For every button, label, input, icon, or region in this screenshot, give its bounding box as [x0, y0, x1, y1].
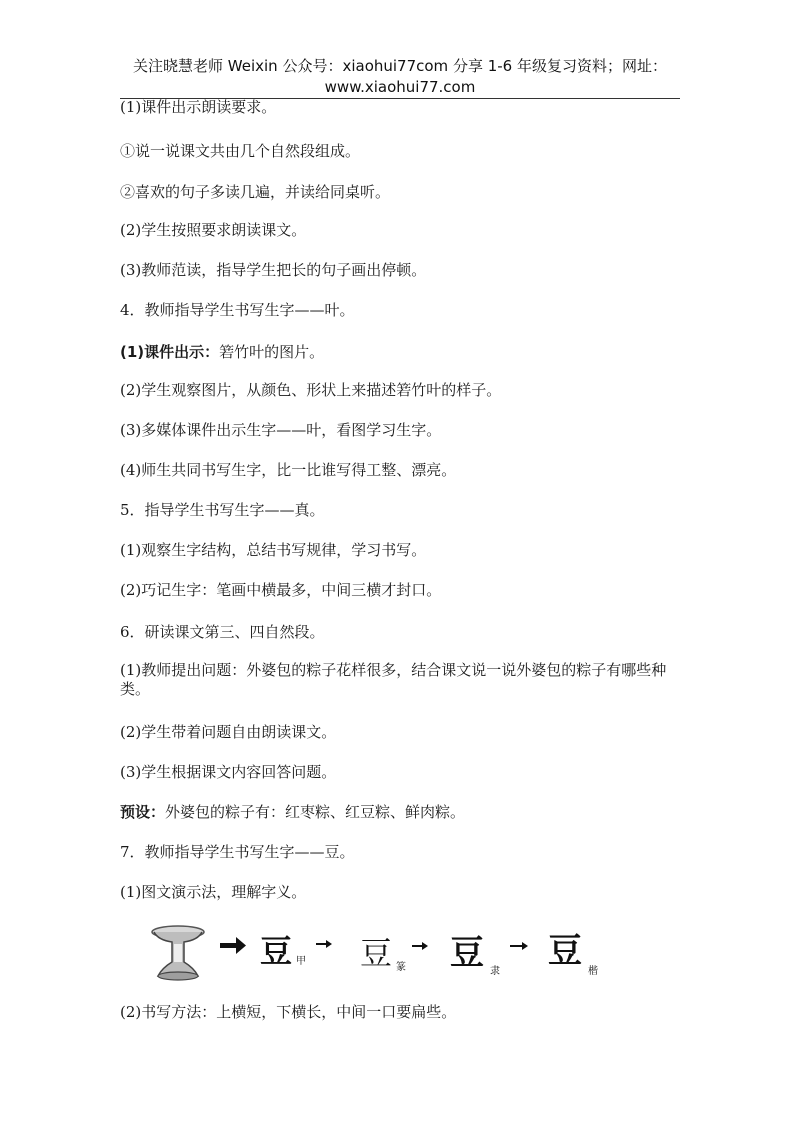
paragraph-text: (2)书写方法：上横短，下横长，中间一口要扁些。	[120, 1003, 457, 1021]
paragraph	[120, 301, 685, 320]
paragraph-text: (1)观察生字结构，总结书写规律，学习书写。	[120, 541, 427, 559]
paragraph	[120, 803, 685, 822]
character-evolution-figure	[150, 918, 670, 984]
script-label-kai: 楷	[588, 966, 598, 977]
dou-glyph-4: 豆	[548, 931, 582, 971]
arrow-icon	[220, 937, 246, 954]
page-header	[120, 56, 680, 98]
paragraph-text: (3)学生根据课文内容回答问题。	[120, 763, 337, 781]
paragraph	[120, 1003, 685, 1022]
dou-glyph-1: 豆	[260, 932, 293, 970]
script-label-jia: 甲	[296, 956, 306, 967]
paragraph-text: 7．教师指导学生书写生字——豆。	[120, 843, 355, 861]
paragraph	[120, 142, 685, 161]
paragraph-text: 5．指导学生书写生字——真。	[120, 501, 325, 519]
paragraph-text: (4)师生共同书写生字，比一比谁写得工整、漂亮。	[120, 461, 457, 479]
header-line-1: 关注晓慧老师 Weixin 公众号：xiaohui77com 分享 1-6 年级复习资料；网址：	[133, 57, 667, 75]
paragraph-text: (1)图文演示法，理解字义。	[120, 883, 307, 901]
paragraph	[120, 461, 685, 480]
dou-glyph-3: 豆	[450, 933, 484, 973]
paragraph	[120, 581, 685, 600]
paragraph	[120, 183, 685, 202]
paragraph	[120, 98, 685, 117]
script-label-li: 隶	[490, 966, 500, 977]
paragraph-text: (3)多媒体课件出示生字——叶，看图学习生字。	[120, 421, 442, 439]
paragraph	[120, 661, 685, 699]
evolution-svg	[150, 918, 670, 984]
paragraph	[120, 723, 685, 742]
paragraph-text: (2)学生观察图片，从颜色、形状上来描述箬竹叶的样子。	[120, 381, 502, 399]
arrow-icon	[412, 942, 428, 950]
paragraph-text: (2)学生按照要求朗读课文。	[120, 221, 307, 239]
paragraph-text: (1)课件出示朗读要求。	[120, 98, 277, 116]
paragraph-lead: (1)课件出示：	[120, 343, 220, 361]
dou-glyph-2: 豆	[360, 934, 393, 972]
paragraph-text: 箬竹叶的图片。	[219, 343, 325, 361]
paragraph	[120, 843, 685, 862]
paragraph-text: (3)教师范读，指导学生把长的句子画出停顿。	[120, 261, 427, 279]
paragraph-text: (1)教师提出问题：外婆包的粽子花样很多，结合课文说一说外婆包的粽子有哪些种类。	[120, 661, 667, 698]
paragraph	[120, 343, 685, 362]
paragraph-text: (2)巧记生字：笔画中横最多，中间三横才封口。	[120, 581, 442, 599]
paragraph	[120, 501, 685, 520]
arrow-icon	[510, 942, 528, 950]
paragraph	[120, 381, 685, 400]
paragraph-text: ②喜欢的句子多读几遍，并读给同桌听。	[120, 183, 391, 201]
paragraph	[120, 221, 685, 240]
paragraph-text: 4．教师指导学生书写生字——叶。	[120, 301, 355, 319]
dou-vessel-picture	[152, 926, 204, 980]
paragraph-lead: 预设：	[120, 803, 166, 821]
paragraph-text: 6．研读课文第三、四自然段。	[120, 623, 325, 641]
paragraph	[120, 763, 685, 782]
header-line-2: www.xiaohui77.com	[324, 78, 476, 96]
paragraph	[120, 261, 685, 280]
paragraph	[120, 883, 685, 902]
paragraph	[120, 623, 685, 642]
paragraph-text: 外婆包的粽子有：红枣粽、红豆粽、鲜肉粽。	[165, 803, 466, 821]
paragraph-text: (2)学生带着问题自由朗读课文。	[120, 723, 337, 741]
paragraph-text: ①说一说课文共由几个自然段组成。	[120, 142, 361, 160]
arrow-icon	[316, 940, 332, 948]
script-label-zhuan: 篆	[396, 962, 406, 973]
paragraph	[120, 421, 685, 440]
paragraph	[120, 541, 685, 560]
